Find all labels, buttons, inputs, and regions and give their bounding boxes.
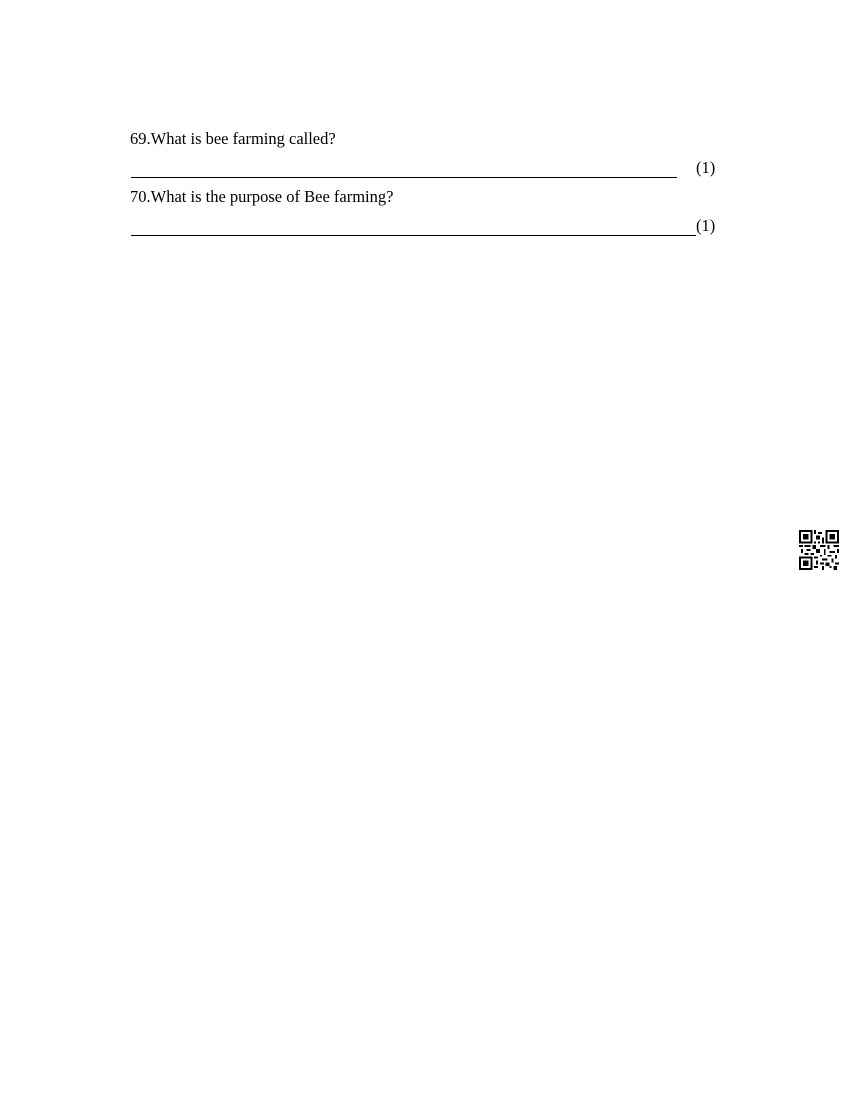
answer-line-70 (131, 235, 696, 236)
question-70-marks: (1) (696, 216, 716, 235)
question-69-text: 69.What is bee farming called? (130, 129, 336, 148)
answer-line-69 (131, 177, 677, 178)
question-69-marks: (1) (696, 158, 716, 177)
question-70-text: 70.What is the purpose of Bee farming? (130, 187, 394, 206)
qr-code-icon (799, 530, 839, 570)
